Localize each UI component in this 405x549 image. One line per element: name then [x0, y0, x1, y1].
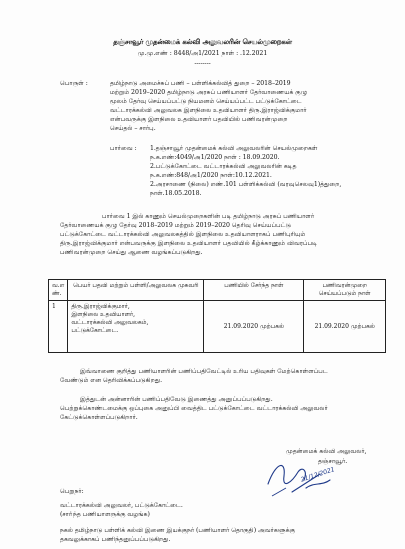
body-line: தேர்வாணையக் குழு தேர்வு 2018–2019 மற்றும் 2019–2020 தெரிவு செய்யப்பட்டு	[60, 222, 291, 229]
body-line: திரு.இராஜ்விக்குமார் என்பவருக்கு இளநிலை உதவியாளர் பதவியில் கீழ்க்காணும் விவரப்படி	[60, 240, 317, 247]
details-line: வட்டாரக்கல்வி அலுவலகம்,	[71, 319, 149, 326]
enclosure-line: இத்துடன் அன்னாரின் பணிப்பதிவேடு இணைத்து அனுப்பப்படுகிறது.	[80, 396, 273, 403]
table-header-sno: வ.எ ண்.	[49, 280, 68, 301]
reference-label: பார்வை :	[110, 145, 137, 152]
reference-line: 2.அரசாணை (நிலை) எண்.101 பள்ளிக்கல்வி (வரவுசெலவு1)த்துறை,	[150, 181, 342, 188]
body-line: பட்டுக்கோட்டை வட்டாரக்கல்வி அலுவலகத்தில் இளநிலை உதவியாளராகப் பணிபுரியும்	[60, 231, 306, 238]
reference-line: நாள்.18.05.2018.	[150, 190, 202, 197]
enclosure-line: பெற்றுக்கொண்டமைக்கு ஒப்புகை அனுப்பி வைத்திட பட்டுக்கோட்டை வட்டாரக்கல்வி அலுவலர்	[60, 405, 328, 412]
table-cell-regularised: 21.09.2020 முற்பகல்	[304, 301, 386, 353]
subject-line: மற்றும் 2019–2020 தமிழ்நாடு அரசுப் பணியாளர் தேர்வாணையக் குழு	[110, 89, 308, 96]
enclosure-line: கேட்டுக்கொள்ளப்படுகிறார்.	[60, 414, 138, 421]
table-header-joined: பணியில் சேர்ந்த நாள்	[204, 280, 304, 301]
table-header-details: பெயர் பதவி மற்றும் பள்ளி/அலுவலக முகவரி	[68, 280, 204, 301]
details-line: திரு.இராஜ்விக்குமார்,	[71, 303, 130, 310]
regularisation-table	[48, 279, 386, 353]
reference-line: ந.க.எண்:848/அ1/2020 நாள்:10.12.2021.	[150, 172, 272, 179]
table-header-row	[49, 280, 386, 301]
page-title: தஞ்சாவூர் முதன்மைக் கல்வி அலுவலரின் செயல்முறைகள்	[113, 38, 292, 46]
table-row	[49, 301, 386, 353]
signature-date: 21/12/2021	[300, 466, 336, 484]
body-line: பணிவரன்முறை செய்து ஆணை வழங்கப்படுகிறது.	[60, 249, 203, 256]
subject-line: தமிழ்நாடு அமைச்சுப் பணி – பள்ளிக்கல்வித் துறை – 2018–2019	[110, 80, 291, 87]
table-cell-sno: 1	[49, 301, 68, 353]
header-rule: --------	[194, 60, 211, 67]
subject-line: வட்டாரக்கல்வி அலுவலக இளநிலை உதவியாளர் திரு.இராஜ்விக்குமார்	[110, 107, 307, 114]
table-header-regularised: பணிவரன்முறை செய்யப்படும் நாள்	[304, 280, 386, 301]
reference-number: மு.மு.எண் : 8448/அ1/2021 நாள் : .12.2021	[137, 50, 268, 57]
body-line: பார்வை 1 இல் காணும் செயல்முறைகளின் படி தமிழ்நாடு அரசுப் பணியாளர்	[102, 213, 315, 220]
copy-line: நகல் தமிழ்நாடு பள்ளிக் கல்வி இணை இயக்குநர் (பணியாளர் தொகுதி) அவர்களுக்கு	[60, 527, 296, 534]
recipient-label: பெறுநர்:	[60, 488, 84, 495]
reference-line: 2.பட்டுக்கோட்டை வட்டாரக்கல்வி அலுவலரின் கடித	[150, 163, 297, 170]
subject-line: செய்தல் – சார்பு.	[110, 125, 156, 132]
subject-label: பொருள் :	[60, 80, 88, 87]
signatory-title: முதன்மைக் கல்வி அலுவலர்,	[286, 448, 367, 455]
table-cell-details	[68, 301, 204, 353]
recipient-line: வட்டாரக்கல்வி அலுவலர், பட்டுக்கோட்டை.	[60, 502, 183, 509]
instruction-line: வேண்டும் என தெரிவிக்கப்படுகிறது.	[60, 377, 163, 384]
details-line: இளநிலை உதவியாளர்,	[71, 311, 136, 318]
table-cell-joined: 21.09.2020 முற்பகல்	[204, 301, 304, 353]
copy-line: தகவலுக்காகப் பணிந்தனுப்பப்படுகிறது.	[60, 536, 171, 543]
subject-line: மூலம் தேர்வு செய்யப்பட்டு நியமனம் செய்யப்பட்ட பட்டுக்கோட்டை	[110, 98, 302, 105]
recipient-line: (சாா்ந்த பணியாளருக்கு வழங்க)	[60, 511, 150, 518]
reference-line: 1.தஞ்சாவூர் முதன்மைக் கல்வி அலுவலரின் செயல்முறைகள்	[150, 145, 318, 152]
reference-line: ந.க.எண்:4049/அ1/2020 நாள் : 18.09.2020.	[150, 154, 280, 161]
signatory-place: தஞ்சாவூர்.	[318, 458, 348, 465]
instruction-line: இவ்வாணை குறித்து பணியாளரின் பணிப்பதிவேட்டில் உரிய பதிவுகள் மேற்கொள்ளப்பட	[80, 368, 328, 375]
subject-line: என்பவருக்கு இளநிலை உதவியாளர் பதவியில் பணிவரன்முறை	[110, 116, 288, 123]
details-line: பட்டுக்கோட்டை.	[71, 327, 119, 334]
